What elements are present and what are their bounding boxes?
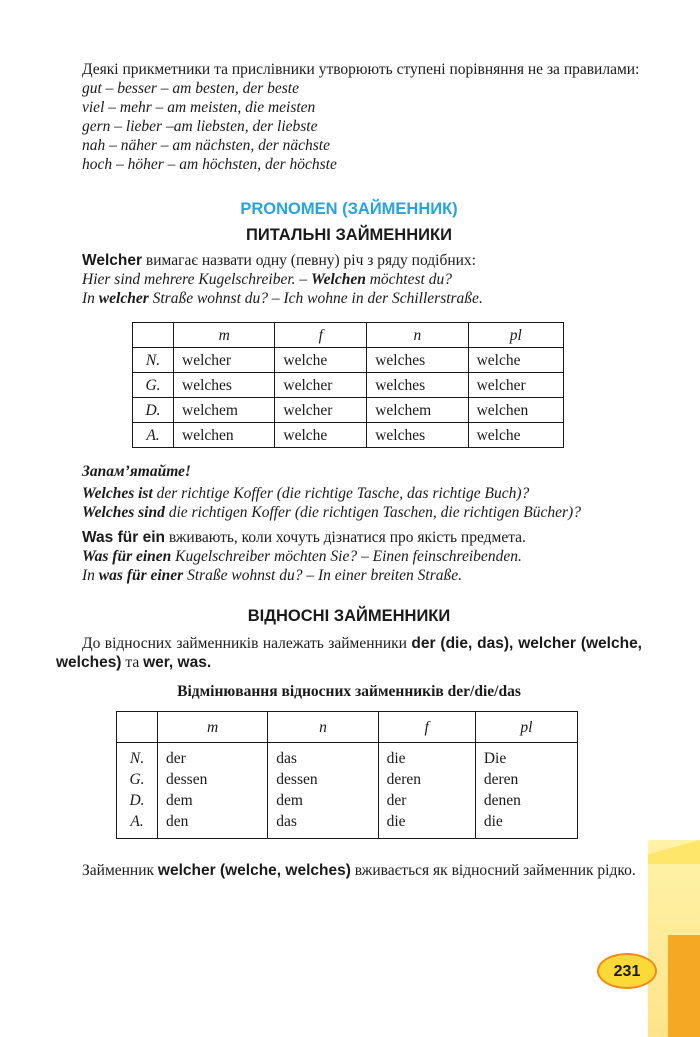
term: Welches sind (82, 504, 165, 521)
table-cell: welches (367, 348, 468, 373)
table-cell: welches (174, 373, 275, 398)
term: wer, was. (143, 654, 212, 671)
table-row (117, 743, 578, 770)
term: Welcher (82, 252, 143, 269)
term: Was für einen (82, 548, 172, 565)
table-cell: A. (133, 423, 174, 448)
table-cell: welches (367, 423, 468, 448)
list-item: gut – besser – am besten, der beste (82, 80, 299, 97)
table-cell: welcher (174, 348, 275, 373)
table-cell: den (158, 811, 268, 839)
example-line (56, 566, 642, 585)
page-content (56, 60, 642, 880)
was-fuer-description (56, 528, 642, 547)
table-cell: der (158, 743, 268, 770)
table-header: pl (468, 323, 563, 348)
table-cell: das (268, 811, 378, 839)
table-cell: deren (378, 769, 475, 790)
term: Was für ein (82, 529, 165, 546)
table-cell: die (378, 811, 475, 839)
term: welcher (98, 290, 149, 307)
table-header: n (367, 323, 468, 348)
text: Hier sind mehrere Kugelschreiber. – (82, 271, 312, 288)
table-cell: welcher (275, 398, 367, 423)
table-cell: welchem (367, 398, 468, 423)
table-cell: deren (475, 769, 577, 790)
section-title: PRONOMEN (ЗАЙМЕННИК) (240, 200, 458, 218)
term: Welchen (311, 271, 366, 288)
text: möchtest du? (365, 271, 452, 288)
example-line (56, 547, 642, 566)
table-cell: welcher (275, 373, 367, 398)
text: Займенник (82, 862, 158, 879)
table-row (117, 790, 578, 811)
table-cell: A. (117, 811, 158, 839)
list-item: viel – mehr – am meisten, die meisten (82, 99, 316, 116)
page-edge-tab (668, 935, 700, 1037)
example-line (56, 289, 642, 308)
table-cell: welchen (468, 398, 563, 423)
table-cell: die (475, 811, 577, 839)
table-cell: D. (117, 790, 158, 811)
list-item: gern – lieber –am liebsten, der liebste (82, 118, 318, 135)
table-cell: G. (117, 769, 158, 790)
welcher-declension-table (132, 322, 564, 448)
table-header: pl (475, 712, 577, 743)
table-header: f (275, 323, 367, 348)
text: Straße wohnst du? – In einer breiten Straße. (183, 567, 463, 584)
table-row (133, 423, 564, 448)
term: was für einer (98, 567, 184, 584)
table-row (133, 348, 564, 373)
table-header-row (117, 712, 578, 743)
table-cell: welche (468, 423, 563, 448)
table-header: n (268, 712, 378, 743)
table-row (117, 769, 578, 790)
page-number-badge (597, 953, 657, 989)
text: der richtige Koffer (die richtige Tasche, das richtige Buch)? (152, 485, 530, 502)
term: Welches ist (82, 485, 153, 502)
table-cell: der (378, 790, 475, 811)
table-cell: welcher (468, 373, 563, 398)
term: welcher (welche, welches) (157, 862, 351, 879)
table-cell: dem (268, 790, 378, 811)
table-cell: das (268, 743, 378, 770)
table-cell: welche (275, 423, 367, 448)
table-cell: welche (468, 348, 563, 373)
table-cell: Die (475, 743, 577, 770)
closing-note (56, 861, 642, 880)
text: та (121, 654, 144, 671)
section-subtitle: ВІДНОСНІ ЗАЙМЕННИКИ (247, 607, 451, 625)
table-header (117, 712, 158, 743)
remember-line (56, 503, 642, 522)
table-cell: dem (158, 790, 268, 811)
table-cell: dessen (268, 769, 378, 790)
text: In (82, 290, 99, 307)
remember-line (56, 484, 642, 503)
text: die richtigen Koffer (die richtigen Taschen, die richtigen Bücher)? (164, 504, 581, 521)
remember-title: Запам’ятайте! (82, 463, 191, 480)
table-cell: denen (475, 790, 577, 811)
table-cell: N. (117, 743, 158, 770)
irregular-comparison-list (56, 79, 642, 174)
text: вживається як відносний займенник рідко. (350, 862, 636, 879)
term: der (die, das), welcher (welche, welches) (56, 635, 642, 671)
section-subtitle: ПИТАЛЬНІ ЗАЙМЕННИКИ (246, 226, 452, 244)
table-cell: G. (133, 373, 174, 398)
example-line (56, 270, 642, 289)
table-cell: welchem (174, 398, 275, 423)
table-header: f (378, 712, 475, 743)
list-item: hoch – höher – am höchsten, der höchste (82, 156, 337, 173)
table-row (117, 811, 578, 839)
list-item: nah – näher – am nächsten, der nächste (82, 137, 330, 154)
table-cell: dessen (158, 769, 268, 790)
text: вживають, коли хочуть дізнатися про якість предмета. (164, 529, 526, 546)
text: Kugelschreiber möchten Sie? – Einen feinschreibenden. (171, 548, 522, 565)
table-row (133, 373, 564, 398)
table-row (133, 398, 564, 423)
relative-description (56, 634, 642, 672)
intro-text: Деякі прикметники та прислівники утворюють ступені порівняння не за правилами: (82, 61, 640, 78)
table-header: m (174, 323, 275, 348)
table-title: Відмінювання відносних займенників der/die/das (177, 683, 521, 700)
der-die-das-declension-table (116, 711, 578, 839)
table-cell: D. (133, 398, 174, 423)
table-cell: welche (275, 348, 367, 373)
table-cell: welches (367, 373, 468, 398)
text: вимагає назвати одну (певну) річ з ряду подібних: (142, 252, 476, 269)
table-cell: die (378, 743, 475, 770)
table-header (133, 323, 174, 348)
text: Straße wohnst du? – Ich wohne in der Schillerstraße. (148, 290, 483, 307)
table-cell: N. (133, 348, 174, 373)
table-cell: welchen (174, 423, 275, 448)
table-header-row (133, 323, 564, 348)
text: До відносних займенників належать займенники (82, 635, 412, 652)
page-number: 231 (613, 962, 641, 980)
table-header: m (158, 712, 268, 743)
text: In (82, 567, 99, 584)
welcher-description (56, 251, 642, 270)
